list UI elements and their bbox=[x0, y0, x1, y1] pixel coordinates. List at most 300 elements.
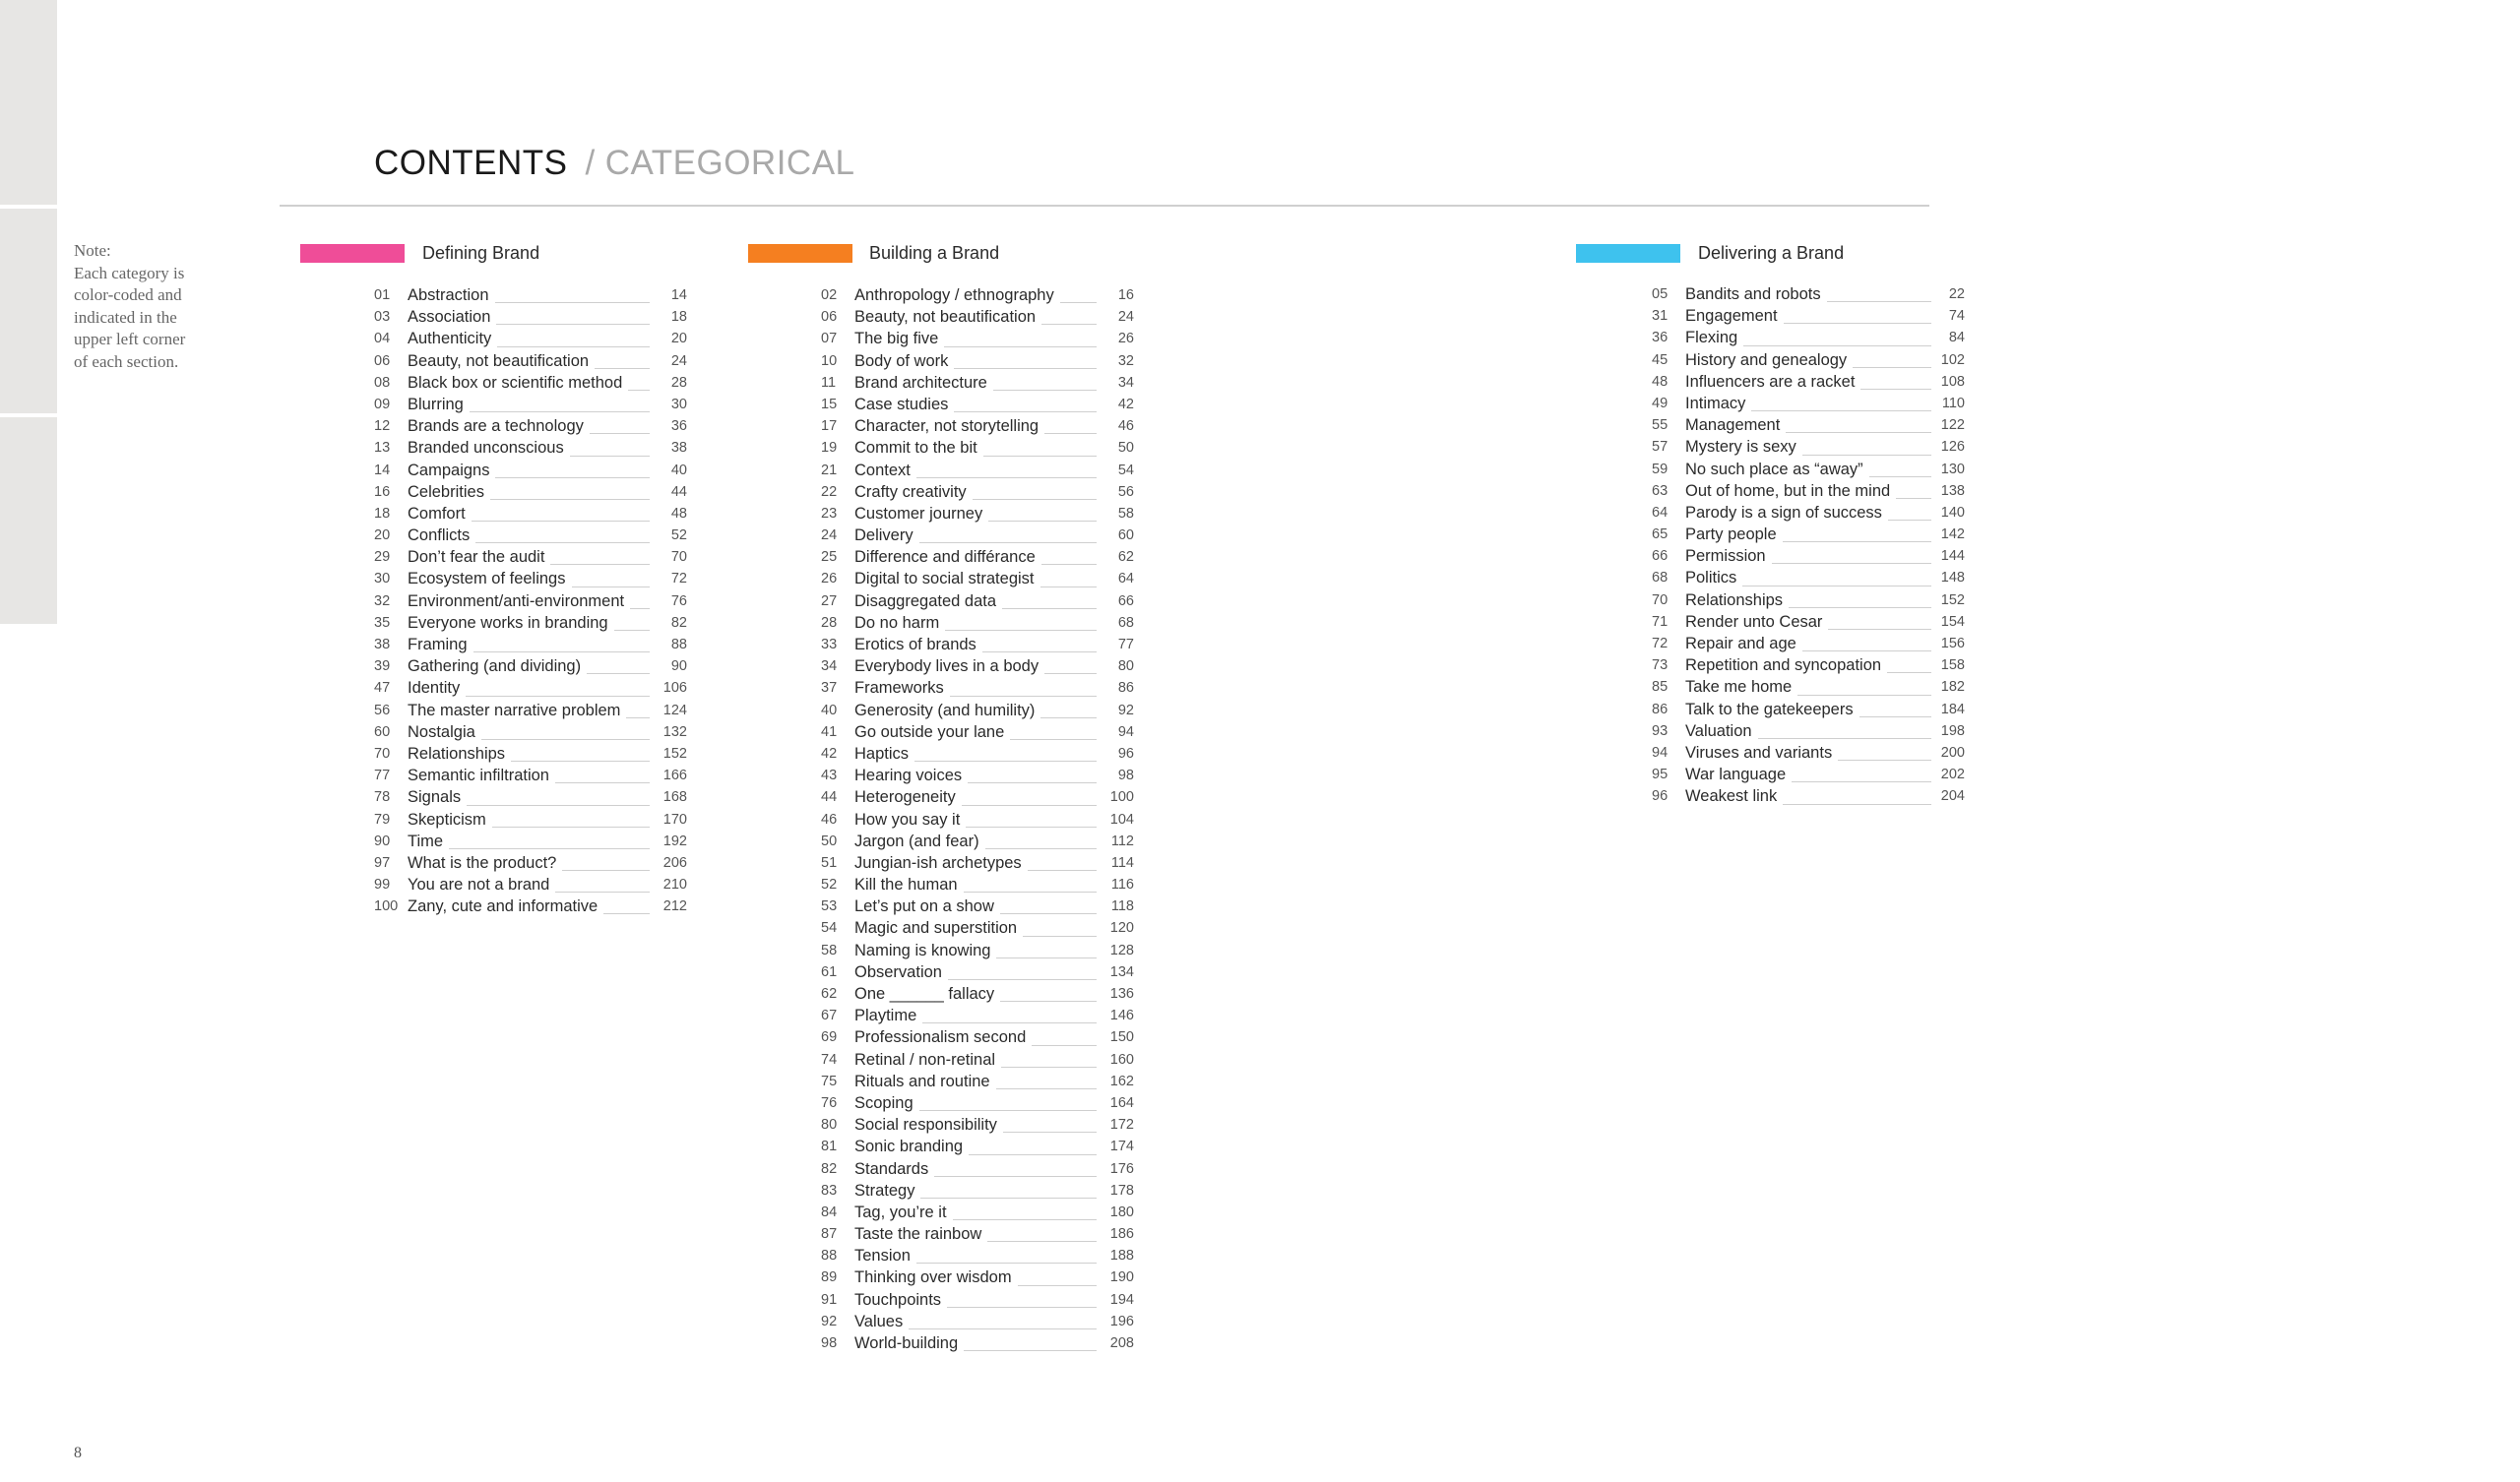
entry-number: 18 bbox=[374, 505, 391, 522]
entry-number: 91 bbox=[821, 1291, 838, 1308]
entry-title: Hearing voices bbox=[854, 767, 963, 785]
toc-entry bbox=[821, 372, 1134, 394]
toc-entry bbox=[821, 1092, 1134, 1114]
entry-number: 35 bbox=[374, 614, 391, 631]
toc-entry bbox=[1652, 611, 1965, 633]
leader-line bbox=[1001, 1067, 1097, 1068]
entry-number: 22 bbox=[821, 483, 838, 500]
toc-entry bbox=[374, 852, 687, 874]
entry-number: 21 bbox=[821, 462, 838, 478]
entry-title: Engagement bbox=[1685, 307, 1778, 326]
leader-line bbox=[934, 1176, 1097, 1177]
entry-title: Branded unconscious bbox=[408, 439, 564, 458]
entry-title: Playtime bbox=[854, 1007, 917, 1025]
entry-page: 54 bbox=[1117, 462, 1134, 478]
leader-line bbox=[964, 892, 1097, 893]
entry-page: 34 bbox=[1117, 374, 1134, 391]
toc-entry bbox=[1652, 545, 1965, 567]
entry-title: Conflicts bbox=[408, 526, 471, 545]
leader-line bbox=[1040, 717, 1097, 718]
entry-number: 78 bbox=[374, 789, 391, 806]
toc-entry bbox=[374, 809, 687, 831]
entry-page: 30 bbox=[670, 396, 687, 412]
entry-page: 152 bbox=[1940, 591, 1965, 608]
entry-title: Scoping bbox=[854, 1093, 914, 1112]
entry-number: 02 bbox=[821, 287, 838, 303]
leader-line bbox=[614, 630, 650, 631]
leader-line bbox=[1000, 1001, 1097, 1002]
entry-title: The master narrative problem bbox=[408, 701, 621, 719]
toc-entry bbox=[821, 568, 1134, 589]
toc-entry bbox=[821, 481, 1134, 503]
leader-line bbox=[1887, 672, 1931, 673]
entry-number: 45 bbox=[1652, 351, 1669, 368]
toc-entry bbox=[821, 394, 1134, 415]
toc-entry bbox=[1652, 371, 1965, 393]
entry-page: 98 bbox=[1117, 768, 1134, 784]
toc-entry bbox=[1652, 699, 1965, 720]
toc-entry bbox=[821, 677, 1134, 699]
entry-title: Professionalism second bbox=[854, 1028, 1027, 1047]
entry-title: Campaigns bbox=[408, 461, 490, 479]
entry-number: 28 bbox=[821, 614, 838, 631]
entry-title: You are not a brand bbox=[408, 876, 550, 895]
leader-line bbox=[1023, 936, 1097, 937]
entry-number: 36 bbox=[1652, 330, 1669, 346]
entry-number: 82 bbox=[821, 1160, 838, 1177]
entry-title: History and genealogy bbox=[1685, 350, 1848, 369]
toc-entry bbox=[821, 700, 1134, 721]
entry-number: 94 bbox=[1652, 744, 1669, 761]
entry-page: 182 bbox=[1940, 679, 1965, 696]
leader-line bbox=[1869, 476, 1931, 477]
entry-page: 76 bbox=[670, 592, 687, 609]
entry-page: 80 bbox=[1117, 658, 1134, 675]
entry-number: 41 bbox=[821, 723, 838, 740]
entry-title: Delivery bbox=[854, 526, 914, 545]
page-number: 8 bbox=[74, 1445, 82, 1461]
entry-number: 34 bbox=[821, 658, 838, 675]
toc-entry bbox=[821, 786, 1134, 808]
entry-page: 64 bbox=[1117, 571, 1134, 587]
entry-number: 72 bbox=[1652, 636, 1669, 651]
entry-title: Out of home, but in the mind bbox=[1685, 481, 1891, 500]
leader-line bbox=[550, 564, 650, 565]
entry-page: 72 bbox=[670, 571, 687, 587]
entry-number: 25 bbox=[821, 549, 838, 566]
leader-line bbox=[626, 717, 650, 718]
category-label: Delivering a Brand bbox=[1698, 243, 1845, 263]
leader-line bbox=[919, 542, 1097, 543]
toc-entry bbox=[821, 961, 1134, 983]
toc-entry bbox=[821, 460, 1134, 481]
entry-page: 52 bbox=[670, 527, 687, 544]
toc-entry bbox=[374, 634, 687, 655]
entry-page: 204 bbox=[1940, 788, 1965, 805]
leader-line bbox=[1000, 913, 1097, 914]
leader-line bbox=[492, 827, 650, 828]
leader-line bbox=[472, 521, 650, 522]
entry-title: Brands are a technology bbox=[408, 417, 584, 436]
entry-number: 06 bbox=[821, 309, 838, 326]
entry-page: 128 bbox=[1109, 942, 1134, 958]
entry-page: 180 bbox=[1109, 1204, 1134, 1220]
toc-entry bbox=[821, 612, 1134, 634]
toc-entry bbox=[1652, 459, 1965, 480]
leader-line bbox=[1859, 716, 1931, 717]
leader-line bbox=[630, 608, 650, 609]
entry-page: 32 bbox=[1117, 352, 1134, 369]
toc-entry bbox=[821, 1332, 1134, 1354]
entry-number: 10 bbox=[821, 352, 838, 369]
toc-entry bbox=[374, 525, 687, 546]
toc-entry bbox=[821, 655, 1134, 677]
leader-line bbox=[1018, 1285, 1097, 1286]
entry-page: 106 bbox=[662, 680, 687, 697]
toc-entry bbox=[821, 284, 1134, 306]
entry-number: 42 bbox=[821, 745, 838, 762]
entry-title: Beauty, not beautification bbox=[408, 351, 590, 370]
entry-number: 77 bbox=[374, 768, 391, 784]
entry-number: 26 bbox=[821, 571, 838, 587]
leader-line bbox=[993, 390, 1097, 391]
entry-title: Management bbox=[1685, 416, 1781, 435]
leader-line bbox=[1802, 455, 1931, 456]
leader-line bbox=[1041, 324, 1097, 325]
toc-entry bbox=[821, 306, 1134, 328]
entry-number: 68 bbox=[1652, 570, 1669, 587]
entry-title: Sonic branding bbox=[854, 1138, 964, 1156]
entry-page: 162 bbox=[1109, 1073, 1134, 1089]
entry-page: 86 bbox=[1117, 680, 1134, 697]
toc-entry bbox=[821, 721, 1134, 743]
entry-page: 96 bbox=[1117, 745, 1134, 762]
entry-page: 58 bbox=[1117, 505, 1134, 522]
toc-entry bbox=[821, 917, 1134, 939]
leader-line bbox=[919, 1110, 1097, 1111]
leader-line bbox=[496, 324, 650, 325]
toc-entry bbox=[374, 590, 687, 612]
note-line: upper left corner bbox=[74, 330, 186, 348]
entry-title: Party people bbox=[1685, 525, 1777, 544]
toc-entry bbox=[1652, 436, 1965, 458]
entry-number: 40 bbox=[821, 702, 838, 718]
entry-number: 43 bbox=[821, 768, 838, 784]
entry-page: 84 bbox=[1948, 330, 1965, 346]
entry-number: 85 bbox=[1652, 679, 1669, 696]
toc-entry bbox=[1652, 720, 1965, 742]
entry-page: 194 bbox=[1109, 1291, 1134, 1308]
entry-title: Association bbox=[408, 308, 491, 327]
section-tab-2 bbox=[0, 209, 57, 413]
entry-title: Values bbox=[854, 1312, 904, 1330]
entry-number: 57 bbox=[1652, 439, 1669, 456]
entry-page: 77 bbox=[1117, 637, 1134, 652]
leader-line bbox=[954, 368, 1097, 369]
toc-entry bbox=[374, 612, 687, 634]
entry-title: Standards bbox=[854, 1159, 929, 1178]
toc-entry bbox=[1652, 567, 1965, 588]
entry-title: Everybody lives in a body bbox=[854, 657, 1040, 676]
title-separator: / bbox=[585, 144, 596, 182]
leader-line bbox=[1010, 739, 1097, 740]
leader-line bbox=[996, 957, 1097, 958]
leader-line bbox=[595, 368, 650, 369]
toc-entry bbox=[374, 831, 687, 852]
entry-title: One ______ fallacy bbox=[854, 985, 995, 1003]
leader-line bbox=[1028, 870, 1097, 871]
entry-page: 50 bbox=[1117, 440, 1134, 457]
entry-page: 176 bbox=[1109, 1160, 1134, 1177]
entry-page: 116 bbox=[1110, 877, 1134, 894]
toc-entry bbox=[821, 1114, 1134, 1136]
entry-number: 48 bbox=[1652, 373, 1669, 390]
toc-entry bbox=[821, 1026, 1134, 1048]
toc-entry bbox=[374, 372, 687, 394]
entry-number: 70 bbox=[1652, 591, 1669, 608]
entry-page: 178 bbox=[1109, 1182, 1134, 1199]
title-subtitle: CATEGORICAL bbox=[604, 144, 855, 182]
entry-page: 152 bbox=[662, 745, 687, 762]
entry-page: 170 bbox=[662, 811, 687, 828]
leader-line bbox=[1828, 629, 1931, 630]
entry-title: Frameworks bbox=[854, 679, 944, 698]
entry-title: Don’t fear the audit bbox=[408, 548, 545, 567]
leader-line bbox=[945, 630, 1097, 631]
entry-title: Blurring bbox=[408, 395, 464, 413]
toc-entry bbox=[1652, 524, 1965, 545]
entry-number: 56 bbox=[374, 702, 391, 718]
entry-title: Tension bbox=[854, 1247, 911, 1266]
entry-page: 148 bbox=[1940, 570, 1965, 587]
leader-line bbox=[1044, 433, 1097, 434]
entry-number: 44 bbox=[821, 789, 838, 806]
entry-number: 53 bbox=[821, 898, 838, 915]
toc-entry bbox=[821, 874, 1134, 895]
entry-title: Parody is a sign of success bbox=[1685, 503, 1882, 522]
leader-line bbox=[1896, 498, 1931, 499]
entry-number: 58 bbox=[821, 942, 838, 958]
entry-title: Black box or scientific method bbox=[408, 373, 623, 392]
entry-page: 160 bbox=[1109, 1051, 1134, 1068]
entry-title: Comfort bbox=[408, 504, 466, 523]
leader-line bbox=[1742, 586, 1931, 587]
toc-entry bbox=[821, 831, 1134, 852]
entry-page: 140 bbox=[1940, 504, 1965, 521]
entry-title: Authenticity bbox=[408, 330, 492, 348]
entry-number: 60 bbox=[374, 723, 391, 740]
entry-title: Skepticism bbox=[408, 810, 486, 829]
toc-entry bbox=[1652, 502, 1965, 524]
toc-entry bbox=[1652, 414, 1965, 436]
leader-line bbox=[603, 913, 650, 914]
entry-title: Flexing bbox=[1685, 329, 1738, 347]
note-line: Note: bbox=[74, 241, 111, 260]
entry-number: 27 bbox=[821, 592, 838, 609]
entry-page: 14 bbox=[670, 287, 687, 303]
entry-page: 16 bbox=[1117, 287, 1134, 303]
toc-entry bbox=[821, 1180, 1134, 1202]
entry-title: Taste the rainbow bbox=[854, 1225, 982, 1244]
entry-number: 86 bbox=[1652, 701, 1669, 717]
entry-page: 22 bbox=[1948, 286, 1965, 302]
entry-title: Body of work bbox=[854, 351, 949, 370]
toc-entry bbox=[821, 940, 1134, 961]
leader-line bbox=[1060, 302, 1097, 303]
toc-entry bbox=[821, 328, 1134, 349]
entry-page: 36 bbox=[670, 418, 687, 435]
entry-title: Observation bbox=[854, 962, 942, 981]
toc-entry bbox=[374, 568, 687, 589]
entry-page: 56 bbox=[1117, 483, 1134, 500]
entry-number: 100 bbox=[374, 898, 399, 915]
leader-line bbox=[954, 411, 1097, 412]
toc-entry bbox=[821, 895, 1134, 917]
entry-page: 44 bbox=[670, 483, 687, 500]
page-title bbox=[374, 144, 855, 183]
entry-page: 68 bbox=[1117, 614, 1134, 631]
leader-line bbox=[466, 696, 650, 697]
entry-number: 96 bbox=[1652, 788, 1669, 805]
leader-line bbox=[944, 346, 1097, 347]
entry-number: 83 bbox=[821, 1182, 838, 1199]
entry-page: 18 bbox=[670, 309, 687, 326]
entry-page: 62 bbox=[1117, 549, 1134, 566]
leader-line bbox=[964, 1350, 1097, 1351]
entry-number: 93 bbox=[1652, 722, 1669, 739]
entry-title: War language bbox=[1685, 766, 1787, 784]
toc-entry bbox=[821, 1071, 1134, 1092]
toc-entry bbox=[374, 306, 687, 328]
section-tab-3 bbox=[0, 417, 57, 624]
entry-page: 164 bbox=[1109, 1094, 1134, 1111]
category-label: Building a Brand bbox=[869, 243, 1000, 263]
toc-entry bbox=[1652, 480, 1965, 502]
entry-page: 114 bbox=[1110, 854, 1134, 871]
leader-line bbox=[922, 1022, 1097, 1023]
toc-entry bbox=[821, 1266, 1134, 1288]
leader-line bbox=[950, 696, 1097, 697]
entry-number: 09 bbox=[374, 396, 391, 412]
entry-title: Digital to social strategist bbox=[854, 570, 1035, 588]
entry-title: How you say it bbox=[854, 810, 961, 829]
note-line: indicated in the bbox=[74, 307, 177, 327]
entry-page: 190 bbox=[1109, 1269, 1134, 1286]
toc-entry bbox=[1652, 654, 1965, 676]
entry-title: Go outside your lane bbox=[854, 722, 1005, 741]
leader-line bbox=[1743, 345, 1931, 346]
entry-title: Politics bbox=[1685, 569, 1737, 587]
entry-title: Repetition and syncopation bbox=[1685, 656, 1882, 675]
entry-title: Environment/anti-environment bbox=[408, 591, 625, 610]
entry-page: 108 bbox=[1940, 373, 1965, 390]
entry-title: Relationships bbox=[1685, 590, 1784, 609]
toc-entry bbox=[821, 1049, 1134, 1071]
entry-title: World-building bbox=[854, 1334, 959, 1352]
toc-entry bbox=[821, 1223, 1134, 1245]
entry-number: 03 bbox=[374, 309, 391, 326]
entry-page: 154 bbox=[1940, 613, 1965, 630]
toc-entry bbox=[821, 1289, 1134, 1311]
category-color-bar bbox=[748, 244, 852, 263]
entry-number: 84 bbox=[821, 1204, 838, 1220]
entry-number: 06 bbox=[374, 352, 391, 369]
entry-title: What is the product? bbox=[408, 853, 557, 872]
entry-title: Character, not storytelling bbox=[854, 417, 1040, 436]
toc-entry bbox=[1652, 283, 1965, 305]
entry-title: Generosity (and humility) bbox=[854, 701, 1036, 719]
entry-title: Talk to the gatekeepers bbox=[1685, 700, 1854, 718]
toc-entry bbox=[821, 983, 1134, 1005]
leader-line bbox=[1783, 541, 1931, 542]
entry-title: Anthropology / ethnography bbox=[854, 286, 1054, 304]
entry-number: 99 bbox=[374, 877, 391, 894]
entry-page: 40 bbox=[670, 462, 687, 478]
leader-line bbox=[1041, 564, 1097, 565]
entry-title: Time bbox=[408, 832, 444, 850]
entry-title: Heterogeneity bbox=[854, 788, 956, 807]
entry-number: 04 bbox=[374, 331, 391, 347]
toc-entry bbox=[1652, 327, 1965, 348]
toc-entry bbox=[374, 895, 687, 917]
toc-entry bbox=[821, 634, 1134, 655]
toc-entry bbox=[1652, 305, 1965, 327]
entry-page: 196 bbox=[1109, 1313, 1134, 1329]
leader-line bbox=[555, 892, 650, 893]
toc-entry bbox=[1652, 676, 1965, 698]
toc-entry bbox=[821, 1158, 1134, 1180]
leader-line bbox=[1838, 760, 1931, 761]
toc-entry bbox=[1652, 589, 1965, 611]
leader-line bbox=[1888, 520, 1931, 521]
entry-title: Kill the human bbox=[854, 876, 958, 895]
toc-entry bbox=[374, 350, 687, 372]
leader-line bbox=[1860, 389, 1931, 390]
toc-entry bbox=[821, 1136, 1134, 1157]
entry-page: 158 bbox=[1940, 657, 1965, 674]
entry-page: 146 bbox=[1109, 1008, 1134, 1024]
leader-line bbox=[495, 302, 650, 303]
entry-page: 188 bbox=[1109, 1248, 1134, 1265]
entry-title: Thinking over wisdom bbox=[854, 1268, 1012, 1287]
note-line: Each category is bbox=[74, 263, 185, 282]
entry-page: 88 bbox=[670, 637, 687, 652]
entry-number: 51 bbox=[821, 854, 838, 871]
leader-line bbox=[1003, 1132, 1097, 1133]
entries-defining bbox=[374, 284, 687, 917]
entry-number: 15 bbox=[821, 396, 838, 412]
toc-entry bbox=[821, 437, 1134, 459]
leader-line bbox=[920, 1198, 1097, 1199]
entry-number: 37 bbox=[821, 680, 838, 697]
entry-page: 174 bbox=[1109, 1139, 1134, 1155]
entry-page: 28 bbox=[670, 374, 687, 391]
entry-number: 08 bbox=[374, 374, 391, 391]
leader-line bbox=[587, 673, 650, 674]
toc-entry bbox=[821, 503, 1134, 525]
entry-page: 150 bbox=[1109, 1029, 1134, 1046]
leader-line bbox=[490, 499, 650, 500]
entry-number: 59 bbox=[1652, 461, 1669, 477]
toc-entry bbox=[374, 655, 687, 677]
category-color-bar bbox=[300, 244, 405, 263]
toc-entry bbox=[1652, 349, 1965, 371]
leader-line bbox=[1789, 607, 1931, 608]
entry-page: 144 bbox=[1940, 548, 1965, 565]
entry-page: 82 bbox=[670, 614, 687, 631]
entry-title: Beauty, not beautification bbox=[854, 308, 1037, 327]
entry-number: 46 bbox=[821, 811, 838, 828]
